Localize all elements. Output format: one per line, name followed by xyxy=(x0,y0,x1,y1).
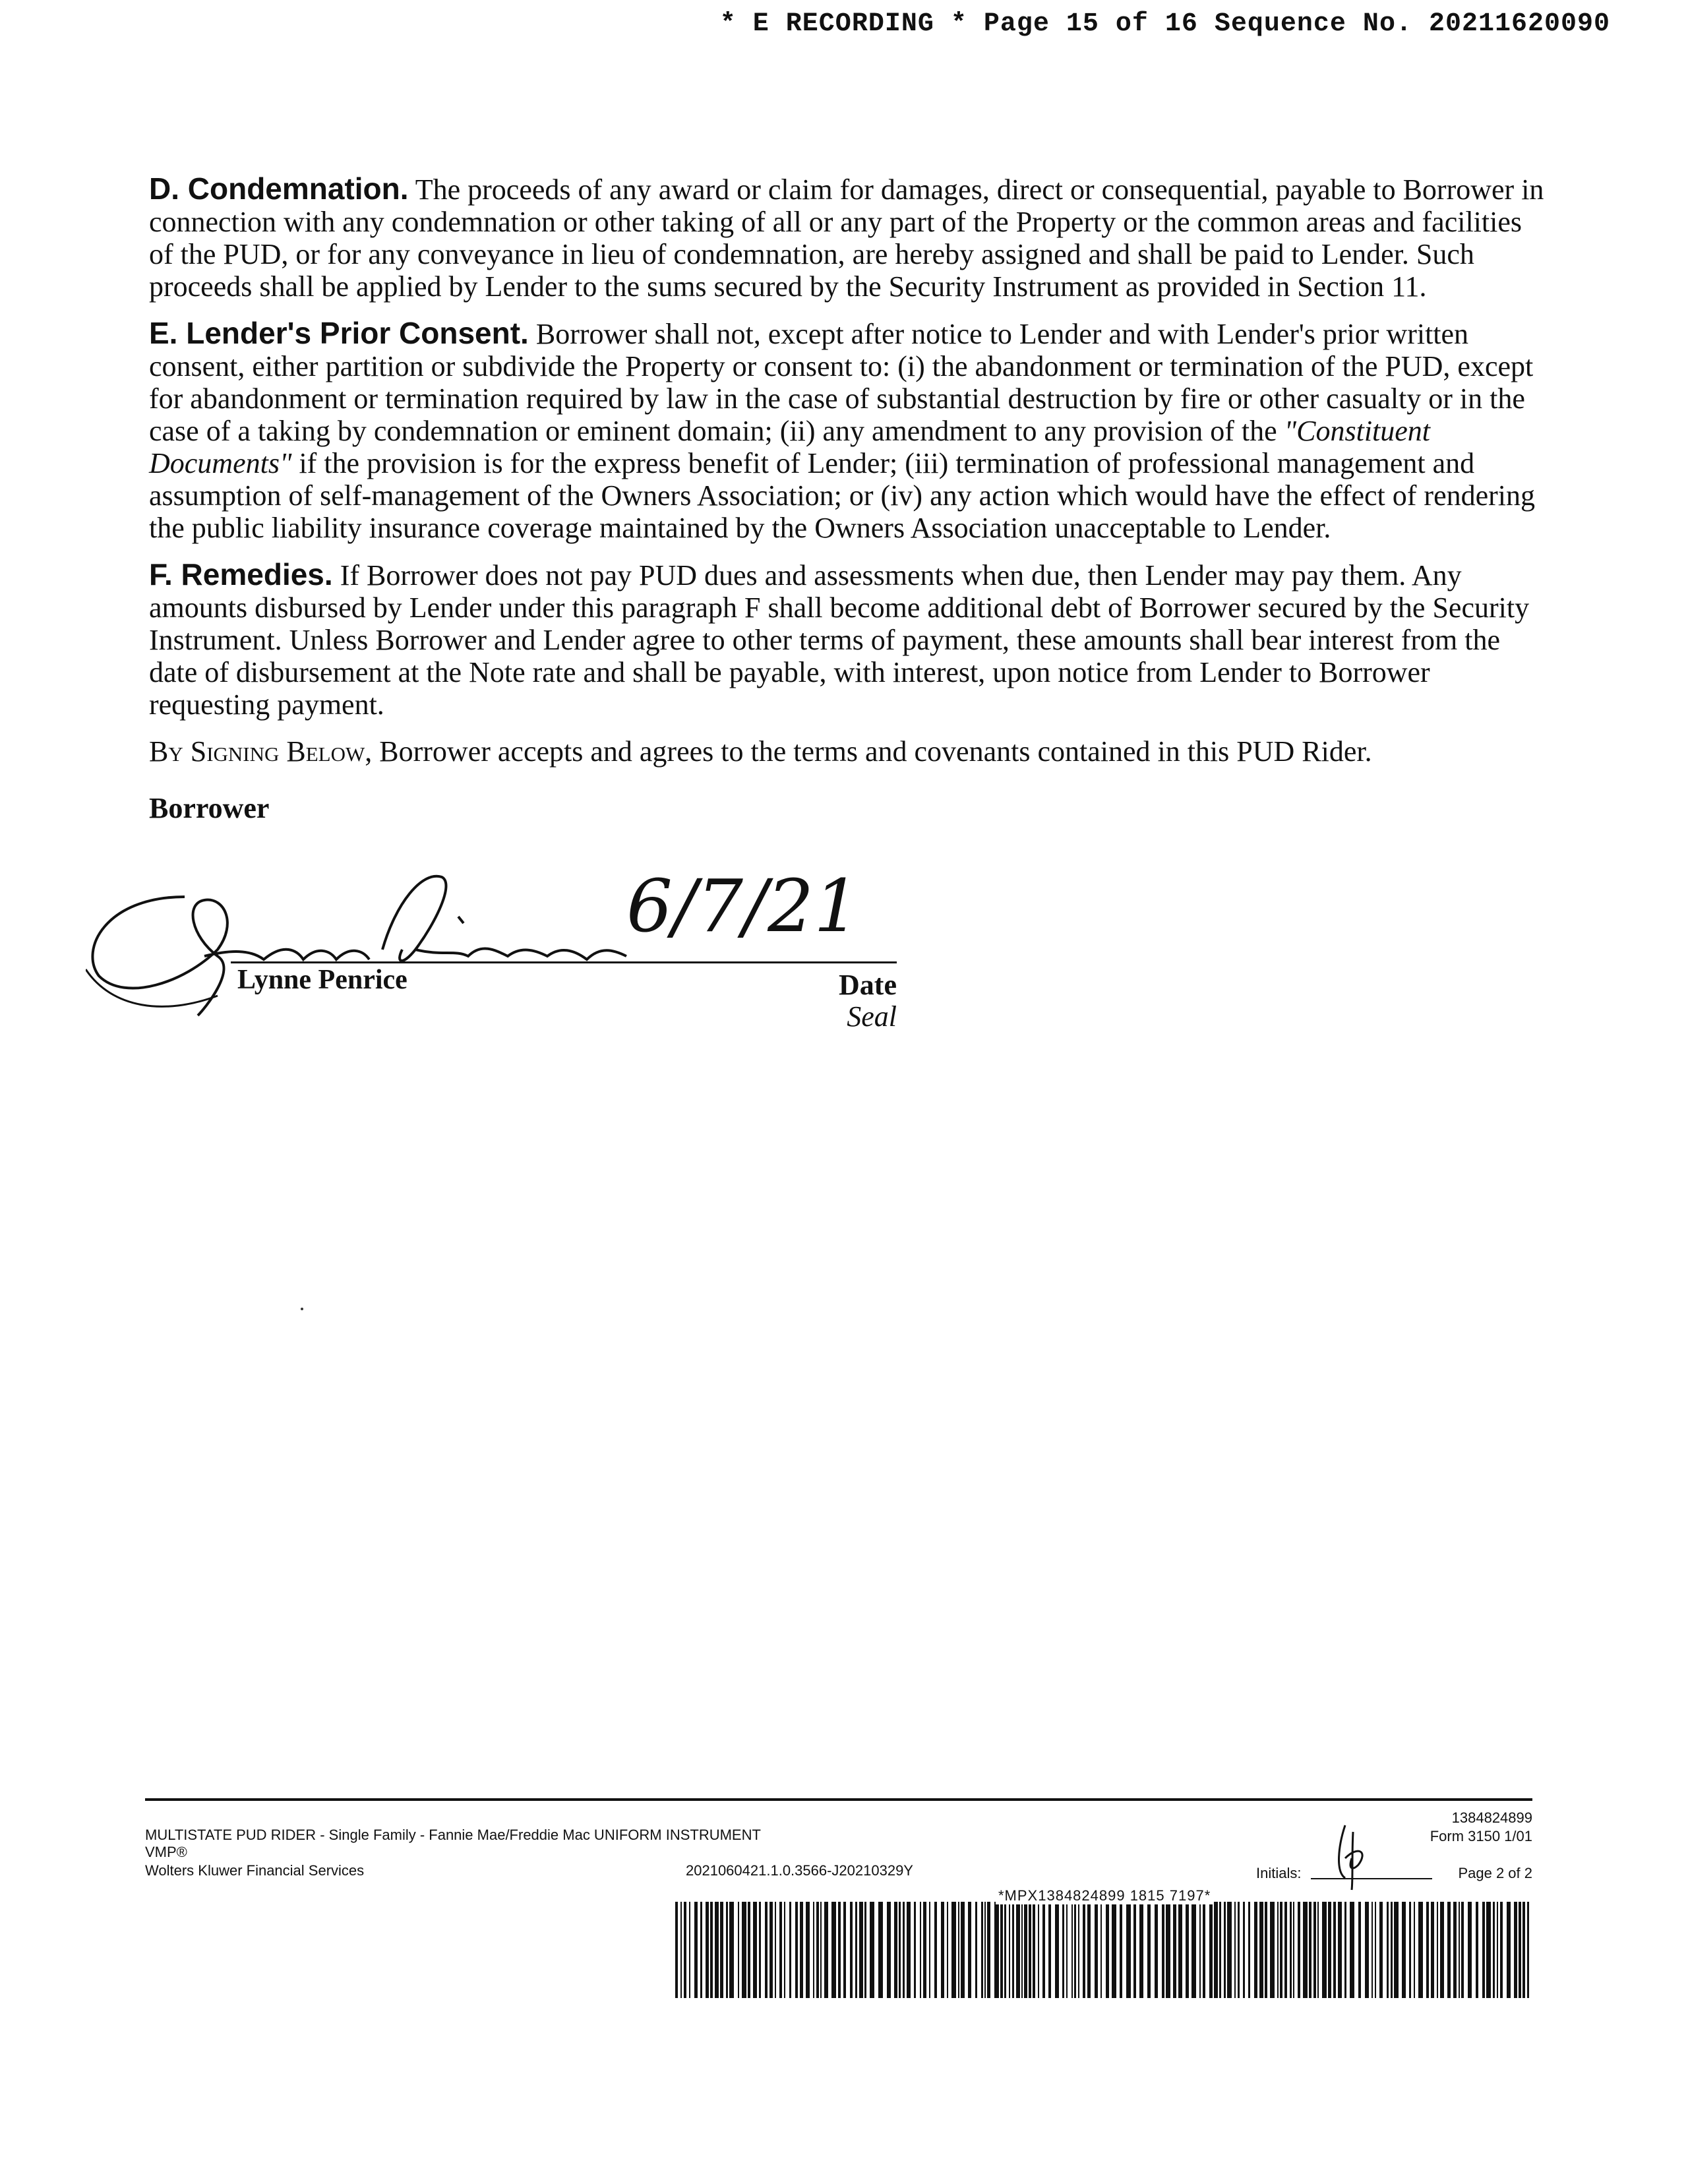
barcode-bar xyxy=(1358,1902,1361,1998)
barcode-bar xyxy=(1333,1902,1336,1998)
barcode-bar xyxy=(1012,1902,1014,1998)
barcode-bar xyxy=(753,1902,757,1998)
barcode-bar xyxy=(1227,1902,1232,1998)
form-number: Form 3150 1/01 xyxy=(1430,1828,1532,1844)
signer-name: Lynne Penrice xyxy=(237,965,407,995)
vmp-mark: VMP® xyxy=(145,1844,187,1860)
barcode-bar xyxy=(1042,1902,1045,1998)
barcode-bar xyxy=(843,1902,846,1998)
barcode-bar xyxy=(987,1902,990,1998)
barcode-bar xyxy=(1071,1902,1073,1998)
barcode-bar xyxy=(769,1902,773,1998)
barcode-bar xyxy=(738,1902,739,1998)
barcode-bar xyxy=(920,1902,921,1998)
barcode-bar xyxy=(968,1902,971,1998)
section-heading: F. Remedies. xyxy=(149,557,333,592)
barcode-bar xyxy=(1173,1902,1176,1998)
barcode-bar xyxy=(1468,1902,1472,1998)
barcode-bar xyxy=(1303,1902,1308,1998)
barcode-bar xyxy=(1280,1902,1282,1998)
barcode-bar xyxy=(1328,1902,1331,1998)
barcode-bar xyxy=(1254,1902,1257,1998)
barcode-bar xyxy=(1414,1902,1415,1998)
barcode-bar xyxy=(958,1902,959,1998)
form-title: MULTISTATE PUD RIDER - Single Family - Fannie Mae/Freddie Mac UNIFORM INSTRUMENT xyxy=(145,1827,761,1843)
barcode-bar xyxy=(1298,1902,1300,1998)
barcode-bar xyxy=(850,1902,853,1998)
barcode-bar xyxy=(1062,1902,1064,1998)
barcode-bar xyxy=(710,1902,713,1998)
barcode-bar xyxy=(729,1902,734,1998)
barcode-bar xyxy=(1120,1902,1122,1998)
barcode-bar xyxy=(1248,1902,1250,1998)
barcode-bar xyxy=(1379,1902,1383,1998)
signing-statement xyxy=(149,735,1547,768)
barcode-bar xyxy=(1447,1902,1451,1998)
signing-text: Borrower accepts and agrees to the terms and covenants contained in this PUD Rider. xyxy=(372,735,1372,768)
barcode-bar xyxy=(1497,1902,1498,1998)
barcode-bar xyxy=(1178,1902,1182,1998)
barcode-bar xyxy=(1522,1902,1525,1998)
barcode-bar xyxy=(1270,1902,1275,1998)
barcode-bar xyxy=(1519,1902,1521,1998)
barcode-bar xyxy=(1083,1902,1085,1998)
barcode-bar xyxy=(715,1902,719,1998)
footer-rule xyxy=(145,1798,1532,1801)
barcode-bar xyxy=(1482,1902,1485,1998)
barcode-bar xyxy=(680,1902,682,1998)
barcode-bar xyxy=(1507,1902,1511,1998)
barcode-bar xyxy=(1461,1902,1464,1998)
barcode-bar xyxy=(1409,1902,1411,1998)
barcode-bar xyxy=(1100,1902,1102,1998)
barcode-bar xyxy=(1440,1902,1444,1998)
barcode-bar xyxy=(914,1902,916,1998)
barcode-bar xyxy=(694,1902,698,1998)
barcode-bar xyxy=(1277,1902,1279,1998)
barcode-bar xyxy=(1155,1902,1158,1998)
barcode-bar xyxy=(1317,1902,1319,1998)
barcode-text: *MPX1384824899 1815 7197* xyxy=(996,1887,1213,1904)
barcode-bar xyxy=(1133,1902,1136,1998)
document-id: 2021060421.1.0.3566-J20210329Y xyxy=(686,1862,913,1879)
barcode-bar xyxy=(795,1902,798,1998)
barcode-bar xyxy=(1259,1902,1263,1998)
barcode-bar xyxy=(689,1902,690,1998)
barcode-bar xyxy=(870,1902,874,1998)
barcode-bar xyxy=(1418,1902,1423,1998)
barcode-bar xyxy=(1016,1902,1020,1998)
loan-number: 1384824899 xyxy=(1451,1809,1532,1826)
barcode-bar xyxy=(1391,1902,1393,1998)
seal-label: Seal xyxy=(847,1000,897,1033)
barcode-bar xyxy=(1309,1902,1311,1998)
barcode-bar xyxy=(706,1902,709,1998)
barcode-bar xyxy=(1029,1902,1031,1998)
barcode-bar xyxy=(820,1902,822,1998)
barcode-bar xyxy=(1095,1902,1098,1998)
barcode-bar xyxy=(1322,1902,1327,1998)
barcode-bar xyxy=(975,1902,977,1998)
barcode-bar xyxy=(855,1902,857,1998)
scan-speck xyxy=(301,1308,303,1310)
barcode-bar xyxy=(1066,1902,1068,1998)
barcode-bar xyxy=(1431,1902,1434,1998)
barcode-bar xyxy=(726,1902,728,1998)
barcode-bar xyxy=(1350,1902,1354,1998)
barcode-bar xyxy=(700,1902,702,1998)
barcode-bar xyxy=(1147,1902,1151,1998)
barcode-bar xyxy=(934,1902,937,1998)
barcode-bar xyxy=(831,1902,836,1998)
rider-body xyxy=(149,173,1547,782)
barcode-bar xyxy=(813,1902,814,1998)
barcode-bar xyxy=(1265,1902,1267,1998)
page-number: Page 2 of 2 xyxy=(1458,1865,1532,1881)
barcode-bar xyxy=(742,1902,746,1998)
barcode-bar xyxy=(1426,1902,1429,1998)
barcode xyxy=(675,1902,1532,1998)
barcode-bar xyxy=(1126,1902,1131,1998)
barcode-bar xyxy=(1459,1902,1460,1998)
barcode-bar xyxy=(1500,1902,1503,1998)
barcode-bar xyxy=(864,1902,866,1998)
barcode-bar xyxy=(1372,1902,1373,1998)
barcode-bar xyxy=(816,1902,819,1998)
barcode-bar xyxy=(748,1902,750,1998)
barcode-bar xyxy=(1078,1902,1079,1998)
barcode-bar xyxy=(1453,1902,1457,1998)
borrower-label: Borrower xyxy=(149,792,270,824)
barcode-bar xyxy=(951,1902,956,1998)
barcode-bar xyxy=(1290,1902,1292,1998)
barcode-bar xyxy=(1106,1902,1109,1998)
barcode-bar xyxy=(759,1902,761,1998)
barcode-bar xyxy=(1139,1902,1143,1998)
barcode-bar xyxy=(1024,1902,1027,1998)
initials-label: Initials: xyxy=(1256,1865,1302,1881)
barcode-bar xyxy=(1219,1902,1221,1998)
barcode-bar xyxy=(1033,1902,1035,1998)
date-label: Date xyxy=(839,969,897,1001)
barcode-bar xyxy=(1527,1902,1529,1998)
barcode-bar xyxy=(1186,1902,1189,1998)
barcode-bar xyxy=(1437,1902,1438,1998)
barcode-bar xyxy=(1038,1902,1039,1998)
section-remedies xyxy=(149,559,1547,721)
section-heading: D. Condemnation. xyxy=(149,171,409,206)
barcode-bar xyxy=(907,1902,911,1998)
barcode-bar xyxy=(1199,1902,1201,1998)
barcode-bar xyxy=(720,1902,723,1998)
section-heading: E. Lender's Prior Consent. xyxy=(149,316,529,350)
barcode-bar xyxy=(824,1902,828,1998)
barcode-bar xyxy=(1203,1902,1205,1998)
barcode-bar xyxy=(1238,1902,1240,1998)
barcode-bar xyxy=(1486,1902,1491,1998)
barcode-bar xyxy=(1344,1902,1346,1998)
barcode-bar xyxy=(1338,1902,1342,1998)
barcode-bar xyxy=(800,1902,803,1998)
barcode-bar xyxy=(923,1902,926,1998)
initials-scribble xyxy=(1332,1819,1372,1891)
barcode-bar xyxy=(894,1902,897,1998)
barcode-bar xyxy=(929,1902,930,1998)
barcode-bar xyxy=(1009,1902,1010,1998)
section-italic-term: "Constituent Documents" xyxy=(149,415,1431,479)
barcode-bar xyxy=(1313,1902,1316,1998)
publisher-name: Wolters Kluwer Financial Services xyxy=(145,1862,365,1879)
barcode-bar xyxy=(859,1902,863,1998)
barcode-bar xyxy=(1004,1902,1006,1998)
barcode-bar xyxy=(789,1902,791,1998)
barcode-bar xyxy=(1021,1902,1023,1998)
barcode-bar xyxy=(1074,1902,1076,1998)
barcode-bar xyxy=(981,1902,983,1998)
signing-lead: By Signing Below, xyxy=(149,735,373,768)
recording-header: * E RECORDING * Page 15 of 16 Sequence No. 20211620090 xyxy=(719,9,1610,39)
barcode-bar xyxy=(675,1902,678,1998)
barcode-bar xyxy=(887,1902,891,1998)
barcode-bar xyxy=(1112,1902,1116,1998)
barcode-bar xyxy=(784,1902,785,1998)
barcode-bar xyxy=(1224,1902,1226,1998)
barcode-bar xyxy=(1191,1902,1196,1998)
section-text: The proceeds of any award or claim for damages, direct or consequential, payable to Borrower in connection with any condemnation or other taking of all or any part of the Property or the common areas and facilities of the PUD, or for any conveyance in lieu of condemnation, are hereby assigned and shall be paid to Lender. Such proceeds shall be applied by Lender to the sums secured by the Security Instrument as provided in Section 11. xyxy=(149,173,1544,303)
barcode-bar xyxy=(1514,1902,1517,1998)
barcode-bar xyxy=(1402,1902,1406,1998)
section-text: Borrower shall not, except after notice to Lender and with Lender's prior written consent, either partition or subdivide the Property or consent to: (i) the abandonment or termination of the PUD, except for abandonment or termination required by law in the case of substantial destruction by fire or other casualty or in the case of a taking by condemnation or eminent domain; (ii) any amendment to any provision of the xyxy=(149,318,1534,447)
initials-line xyxy=(1311,1878,1432,1879)
barcode-bar xyxy=(984,1902,986,1998)
section-text: If Borrower does not pay PUD dues and assessments when due, then Lender may pay them. Any amounts disbursed by Lender under this paragraph F shall become additional debt of Borrower secured by the Security Instrument. Unless Borrower and Lender agree to other terms of payment, these amounts shall bear interest from the date of disbursement at the Note rate and shall be payable, with interest, upon notice from Lender to Borrower requesting payment. xyxy=(149,559,1530,721)
barcode-bar xyxy=(1162,1902,1164,1998)
section-condemnation xyxy=(149,173,1547,303)
barcode-bar xyxy=(1387,1902,1389,1998)
barcode-bar xyxy=(1214,1902,1218,1998)
barcode-bar xyxy=(806,1902,810,1998)
section-text: if the provision is for the express benefit of Lender; (iii) termination of professional management and assumption of self-management of the Owners Association; or (iv) any action which would have the effect of rendering the public liability insurance coverage maintained by the Owners Association unacceptable to Lender. xyxy=(149,447,1536,544)
barcode-bar xyxy=(947,1902,948,1998)
barcode-bar xyxy=(775,1902,776,1998)
barcode-bar xyxy=(1166,1902,1170,1998)
barcode-bar xyxy=(1055,1902,1059,1998)
barcode-bar xyxy=(941,1902,944,1998)
barcode-bar xyxy=(1293,1902,1294,1998)
signature-line xyxy=(231,961,897,963)
barcode-bar xyxy=(765,1902,768,1998)
barcode-bar xyxy=(1000,1902,1003,1998)
barcode-bar xyxy=(684,1902,686,1998)
barcode-bar xyxy=(1284,1902,1287,1998)
barcode-bar xyxy=(1243,1902,1245,1998)
barcode-bar xyxy=(1365,1902,1369,1998)
barcode-bar xyxy=(1476,1902,1478,1998)
section-prior-consent xyxy=(149,317,1547,544)
barcode-bar xyxy=(903,1902,905,1998)
signature-block xyxy=(86,851,897,1042)
barcode-bar xyxy=(1375,1902,1376,1998)
barcode-bar xyxy=(1048,1902,1051,1998)
barcode-bar xyxy=(1209,1902,1213,1998)
barcode-bar xyxy=(994,1902,999,1998)
barcode-bar xyxy=(1394,1902,1399,1998)
barcode-bar xyxy=(961,1902,965,1998)
barcode-bar xyxy=(1493,1902,1495,1998)
handwritten-date: 6/7/21 xyxy=(626,864,860,948)
barcode-bar xyxy=(779,1902,782,1998)
barcode-bar xyxy=(878,1902,883,1998)
barcode-bar xyxy=(1087,1902,1091,1998)
barcode-bar xyxy=(838,1902,841,1998)
barcode-bar xyxy=(1234,1902,1236,1998)
barcode-bar xyxy=(899,1902,901,1998)
